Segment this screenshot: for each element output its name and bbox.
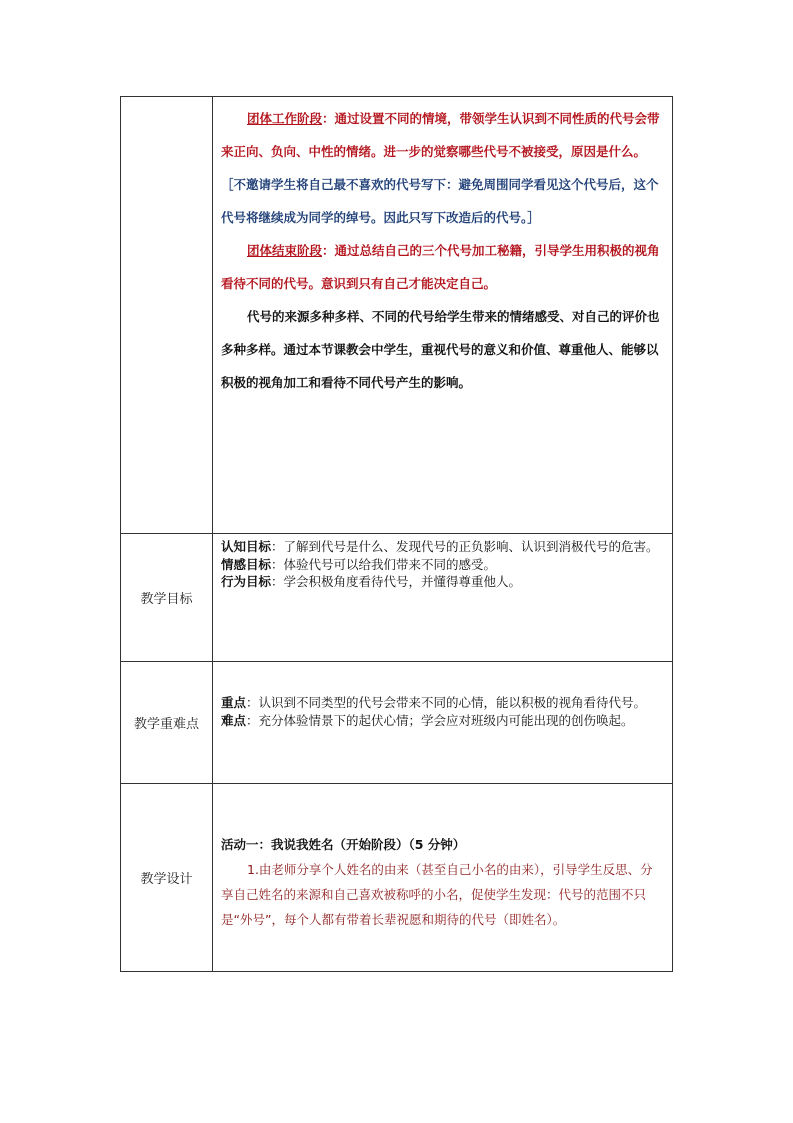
design-content [213, 784, 673, 972]
row-label-key-points: 教学重难点 [121, 662, 213, 784]
activity-item-1: 1.由老师分享个人姓名的由来（甚至自己小名的由来），引导学生反思、分享自己姓名的来源和自己喜欢被称呼的小名，促使学生发现：代号的范围不只是“外号”，每个人都有带着长辈祝愿和期待的代号（即姓名）。 [221, 862, 653, 927]
stage-work-label: 团体工作阶段 [247, 111, 323, 126]
stage-work-paragraph [221, 102, 665, 168]
key-point: 重点：认识到不同类型的代号会带来不同的心情，能以积极的视角看待代号。 [221, 695, 647, 710]
difficulty-point-label: 难点 [221, 712, 247, 728]
table-row [121, 662, 673, 784]
row-label-empty [121, 97, 213, 534]
emotion-goal-label: 情感目标 [221, 556, 272, 572]
key-points-content [213, 662, 673, 784]
stage-work-text: ：通过设置不同的情境，带领学生认识到不同性质的代号会带来正向、负向、中性的情绪。进一步的觉察哪些代号不被接受，原因是什么。 [221, 111, 660, 159]
stage-end-paragraph [221, 234, 665, 300]
table-row [121, 784, 673, 972]
behavior-goal: 行为目标：学会积极角度看待代号，并懂得尊重他人。 [221, 574, 522, 589]
emotion-goal: 情感目标：体验代号可以给我们带来不同的感受。 [221, 556, 497, 572]
key-point-label: 重点 [221, 695, 247, 710]
cognitive-goal-label: 认知目标 [221, 539, 272, 554]
lesson-plan-table [120, 96, 673, 972]
table-row [121, 534, 673, 662]
note-bracket: ［不邀请学生将自己最不喜欢的代号写下：避免周围同学看见这个代号后，这个代号将继续成为同学的绰号。因此只写下改造后的代号。］ [221, 177, 659, 225]
row-label-goals: 教学目标 [121, 534, 213, 662]
summary-paragraph: 代号的来源多种多样、不同的代号给学生带来的情绪感受、对自己的评价也多种多样。通过本节课教会中学生，重视代号的意义和价值、尊重他人、能够以积极的视角加工和看待不同代号产生的影响。 [221, 309, 660, 390]
table-row [121, 97, 673, 534]
goals-content [213, 534, 673, 662]
cognitive-goal: 认知目标：了解到代号是什么、发现代号的正负影响、认识到消极代号的危害。 [221, 539, 659, 554]
row-label-design: 教学设计 [121, 784, 213, 972]
row-content [213, 97, 673, 534]
behavior-goal-label: 行为目标 [221, 574, 272, 589]
difficulty-point: 难点：充分体验情景下的起伏心情；学会应对班级内可能出现的创伤唤起。 [221, 712, 634, 728]
activity-title: 活动一：我说我姓名（开始阶段）（5 分钟） [221, 837, 466, 852]
stage-end-text: ：通过总结自己的三个代号加工秘籍，引导学生用积极的视角看待不同的代号。意识到只有自己才能决定自己。 [221, 243, 660, 291]
stage-end-label: 团体结束阶段 [247, 243, 323, 258]
